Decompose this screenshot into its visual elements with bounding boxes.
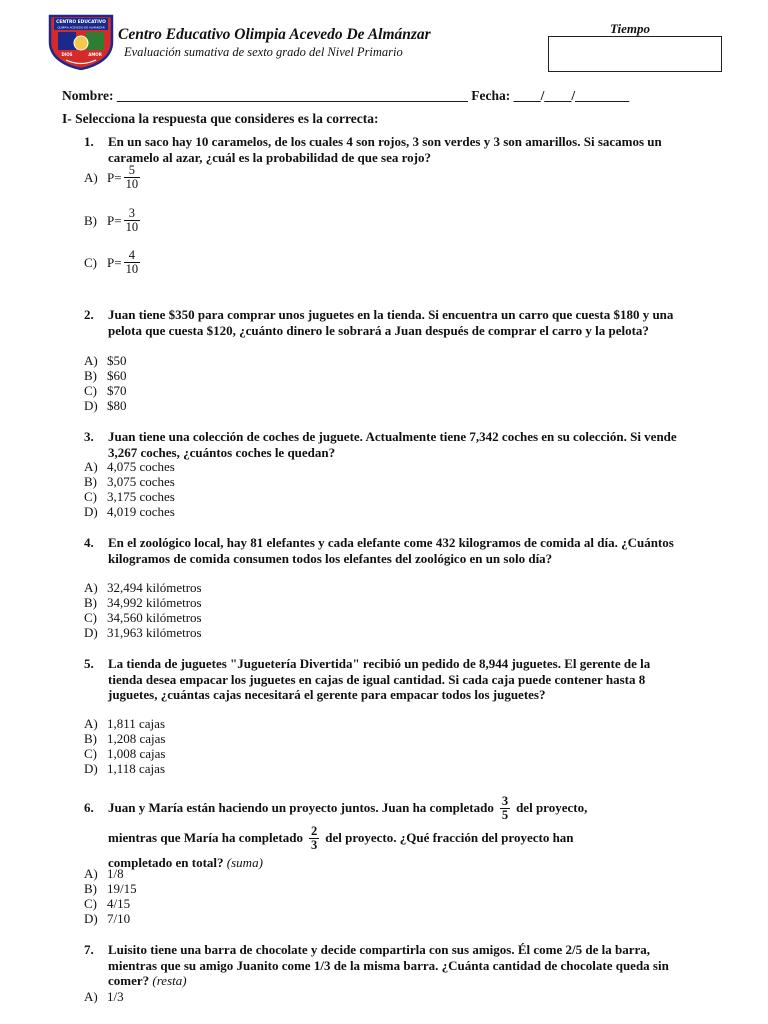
question-number: 2. (84, 307, 94, 322)
option-text: $70 (107, 383, 127, 398)
exam-subtitle: Evaluación sumativa de sexto grado del Nivel Primario (124, 45, 403, 59)
option-2d[interactable] (84, 398, 127, 414)
option-letter: B) (84, 474, 97, 489)
option-fraction (124, 164, 141, 191)
question-number: 7. (84, 942, 94, 957)
question-stem (108, 794, 684, 871)
option-2b[interactable] (84, 368, 127, 384)
fraction-numerator: 3 (128, 206, 135, 220)
school-name: Centro Educativo Olimpia Acevedo De Almánzar (118, 26, 431, 43)
fraction-denominator: 3 (310, 837, 318, 852)
option-letter: C) (84, 489, 97, 504)
option-letter: D) (84, 911, 98, 926)
fraction-numerator: 3 (501, 793, 509, 808)
option-letter: C) (84, 254, 97, 270)
option-5b[interactable] (84, 731, 165, 747)
fraction-denominator: 10 (125, 262, 139, 276)
name-date-line[interactable]: Nombre: ____________________________________________________ Fecha: ____/____/________ (62, 88, 630, 103)
option-4b[interactable] (84, 595, 202, 611)
option-letter: A) (84, 989, 98, 1004)
option-letter: A) (84, 580, 98, 595)
option-letter: B) (84, 595, 97, 610)
option-letter: C) (84, 383, 97, 398)
logo-text-mid: OLIMPIA ACEVEDO DE ALMÁNZAR (57, 25, 105, 30)
option-3a[interactable] (84, 459, 175, 475)
option-6b[interactable] (84, 881, 137, 897)
option-text: $60 (107, 368, 127, 383)
school-logo-icon (46, 12, 116, 70)
option-6a[interactable] (84, 866, 124, 882)
option-text: 3,075 coches (107, 474, 175, 489)
option-letter: B) (84, 881, 97, 896)
option-text: 4/15 (107, 896, 131, 911)
question-stem: La tienda de juguetes "Juguetería Divertida" recibió un pedido de 8,944 juguetes. El gerente de la tienda desea empacar los juguetes en cajas de igual cantidad. Si cada caja puede contener hasta 8 juguetes, ¿cuántas cajas necesitará el gerente para empacar todos los juguetes? (108, 656, 651, 702)
question-5 (84, 656, 684, 703)
option-6c[interactable] (84, 896, 130, 912)
option-text: 1/8 (107, 866, 124, 881)
option-text: 7/10 (107, 911, 131, 926)
question-number: 4. (84, 535, 94, 550)
time-label: Tiempo (610, 21, 650, 36)
option-letter: A) (84, 866, 98, 881)
option-text: 4,075 coches (107, 459, 175, 474)
option-text: 19/15 (107, 881, 137, 896)
logo-word-left: DIOS (61, 52, 73, 57)
option-3d[interactable] (84, 504, 175, 520)
option-3b[interactable] (84, 474, 175, 490)
option-text: 1,008 cajas (107, 746, 166, 761)
question-stem: En el zoológico local, hay 81 elefantes y cada elefante come 432 kilogramos de comida al día. ¿Cuántos kilogramos de comida consumen todos los elefantes del zoológico en un solo día? (108, 535, 674, 566)
question-6 (84, 794, 684, 871)
question-3 (84, 429, 684, 460)
stem-text: Luisito tiene una barra de chocolate y decide compartirla con sus amigos. Él come 2/5 de la barra, mientras que su amigo Juanito come 1/3 de la misma barra. ¿Cuánta cantidad de chocolate queda sin comer? (108, 942, 669, 988)
option-text: 1,118 cajas (107, 761, 165, 776)
option-5a[interactable] (84, 716, 165, 732)
option-letter: A) (84, 169, 98, 185)
option-text: 34,992 kilómetros (107, 595, 202, 610)
logo-word-right: AMOR (88, 52, 102, 57)
option-letter: D) (84, 761, 98, 776)
option-fraction (124, 249, 141, 276)
option-4d[interactable] (84, 625, 202, 641)
question-number: 6. (84, 800, 94, 815)
question-stem (108, 942, 684, 989)
option-text: 3,175 coches (107, 489, 175, 504)
option-text: 32,494 kilómetros (107, 580, 202, 595)
fraction-juan (500, 795, 510, 822)
option-text: $50 (107, 353, 127, 368)
option-7a[interactable] (84, 989, 124, 1005)
option-text: 1,208 cajas (107, 731, 166, 746)
question-4 (84, 535, 684, 566)
section-title: I- Selecciona la respuesta que consideres es la correcta: (62, 111, 379, 126)
option-5d[interactable] (84, 761, 165, 777)
option-1c[interactable] (84, 249, 142, 276)
question-stem: En un saco hay 10 caramelos, de los cuales 4 son rojos, 3 son verdes y 3 son amarillos. Si sacamos un caramelo al azar, ¿cuál es la probabilidad de que sea rojo? (108, 134, 662, 165)
option-text: 1/3 (107, 989, 124, 1004)
question-number: 3. (84, 429, 94, 444)
option-2c[interactable] (84, 383, 127, 399)
option-letter: A) (84, 716, 98, 731)
option-1a[interactable] (84, 164, 142, 191)
question-number: 5. (84, 656, 94, 671)
option-text: 4,019 coches (107, 504, 175, 519)
fraction-denominator: 10 (125, 220, 139, 234)
option-4a[interactable] (84, 580, 202, 596)
fraction-maria (309, 825, 319, 852)
option-fraction (124, 207, 141, 234)
logo-text-top: CENTRO EDUCATIVO (56, 20, 106, 25)
question-hint: (suma) (226, 855, 263, 870)
option-letter: B) (84, 731, 97, 746)
option-letter: D) (84, 625, 98, 640)
option-letter: C) (84, 610, 97, 625)
option-letter: A) (84, 459, 98, 474)
stem-line2-a: mientras que María ha completado (108, 830, 303, 845)
option-prefix: P= (107, 169, 122, 185)
option-text: $80 (107, 398, 127, 413)
option-prefix: P= (107, 254, 122, 270)
stem-line2-b: del proyecto. ¿Qué fracción del proyecto han (325, 830, 574, 845)
option-letter: D) (84, 398, 98, 413)
question-stem: Juan tiene $350 para comprar unos juguetes en la tienda. Si encuentra un carro que cuesta $180 y una pelota que cuesta $120, ¿cuánto dinero le sobrará a Juan después de comprar el carro y la pelota? (108, 307, 674, 338)
option-letter: B) (84, 212, 97, 228)
stem-line1-b: del proyecto, (516, 800, 588, 815)
question-hint: (resta) (152, 973, 187, 988)
option-text: 1,811 cajas (107, 716, 165, 731)
fraction-numerator: 5 (128, 163, 135, 177)
question-1 (84, 134, 684, 165)
option-2a[interactable] (84, 353, 127, 369)
option-letter: A) (84, 353, 98, 368)
fraction-numerator: 4 (128, 248, 135, 262)
option-letter: C) (84, 896, 97, 911)
question-2 (84, 307, 684, 338)
option-prefix: P= (107, 212, 122, 228)
stem-line3: completado en total? (108, 855, 224, 870)
time-box[interactable] (548, 36, 722, 72)
fraction-denominator: 10 (125, 177, 139, 191)
option-6d[interactable] (84, 911, 130, 927)
option-text: 34,560 kilómetros (107, 610, 202, 625)
fraction-numerator: 2 (310, 823, 318, 838)
option-1b[interactable] (84, 207, 142, 234)
option-letter: B) (84, 368, 97, 383)
option-5c[interactable] (84, 746, 165, 762)
option-letter: D) (84, 504, 98, 519)
question-7 (84, 942, 684, 989)
question-number: 1. (84, 134, 94, 149)
option-4c[interactable] (84, 610, 202, 626)
stem-line1-a: Juan y María están haciendo un proyecto juntos. Juan ha completado (108, 800, 494, 815)
option-letter: C) (84, 746, 97, 761)
option-text: 31,963 kilómetros (107, 625, 202, 640)
fraction-denominator: 5 (501, 807, 509, 822)
option-3c[interactable] (84, 489, 175, 505)
question-stem: Juan tiene una colección de coches de juguete. Actualmente tiene 7,342 coches en su colección. Si vende 3,267 coches, ¿cuántos coches le quedan? (108, 429, 677, 460)
